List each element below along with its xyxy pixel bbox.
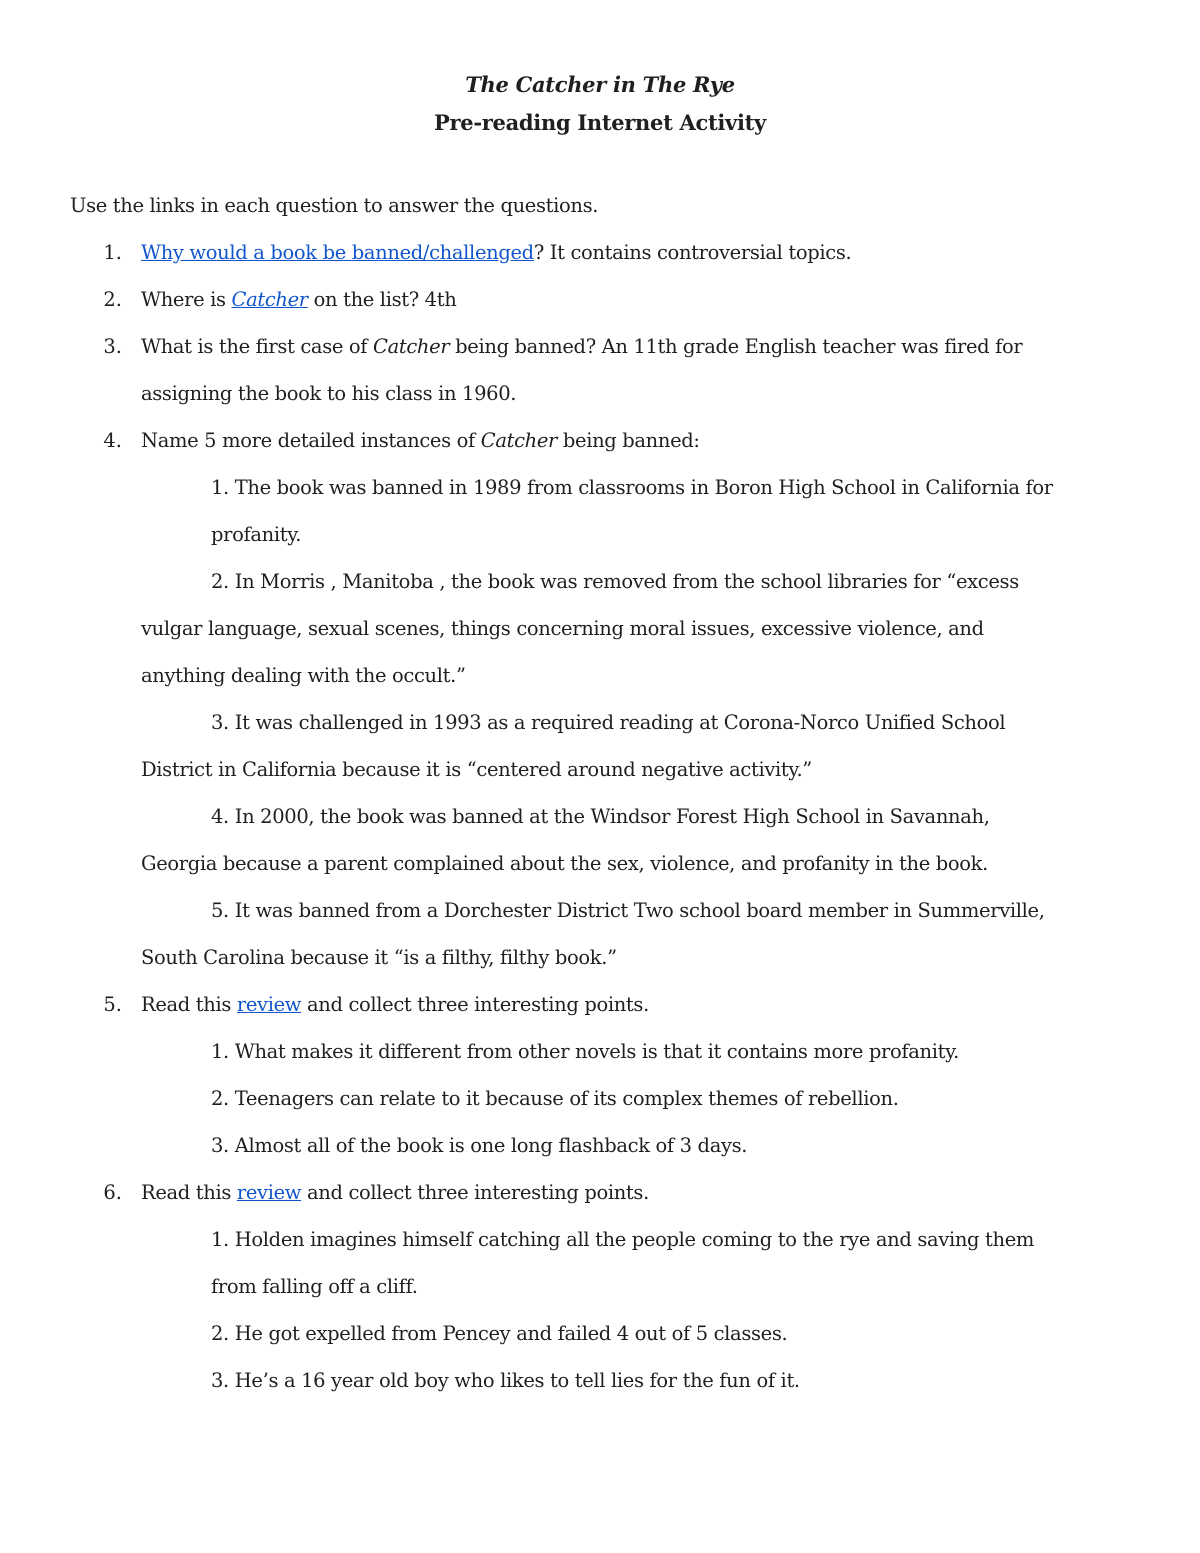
- q4-answer-4-cont: Georgia because a parent complained about the sex, violence, and profanity in the book.: [141, 852, 988, 875]
- q5-answer-3: 3. Almost all of the book is one long flashback of 3 days.: [211, 1134, 748, 1157]
- q4-answer-3-cont: District in California because it is “centered around negative activity.”: [141, 758, 812, 781]
- q3-number: 3.: [103, 335, 122, 358]
- q4-number: 4.: [103, 429, 122, 452]
- q5-text: Read this: [141, 993, 237, 1016]
- document-title: The Catcher in The Rye: [465, 72, 735, 97]
- q2-link[interactable]: Catcher: [231, 288, 308, 311]
- q4-answer-1: 1. The book was banned in 1989 from classrooms in Boron High School in California for: [211, 476, 1053, 499]
- q6-review-link[interactable]: review: [236, 1181, 302, 1204]
- q4-answer-5-cont: South Carolina because it “is a filthy, filthy book.”: [141, 946, 617, 969]
- q2-number: 2.: [103, 288, 122, 311]
- q1-line: [141, 241, 851, 264]
- q4-answer-4: 4. In 2000, the book was banned at the Windsor Forest High School in Savannah,: [211, 805, 990, 828]
- q4-answer-2-cont: vulgar language, sexual scenes, things concerning moral issues, excessive violence, and: [141, 617, 984, 640]
- q6-answer-1-cont: from falling off a cliff.: [211, 1275, 418, 1298]
- q4-answer-1-cont: profanity.: [211, 523, 302, 546]
- q1-number: 1.: [103, 241, 122, 264]
- q4-answer-2-cont2: anything dealing with the occult.”: [141, 664, 466, 687]
- q2-line: [141, 288, 456, 311]
- q3-answer: being banned? An 11th grade English teacher was fired for: [449, 335, 1023, 358]
- q5-number: 5.: [103, 993, 122, 1016]
- q5-answer-2: 2. Teenagers can relate to it because of its complex themes of rebellion.: [211, 1087, 899, 1110]
- q6-number: 6.: [103, 1181, 122, 1204]
- q2-answer: on the list? 4th: [307, 288, 457, 311]
- q3-line-2: assigning the book to his class in 1960.: [141, 382, 517, 405]
- q2-text: Where is: [141, 288, 232, 311]
- q4-text: Name 5 more detailed instances of: [141, 429, 481, 452]
- q3-line: [141, 335, 1022, 358]
- q1-link[interactable]: Why would a book be banned/challenged: [141, 241, 534, 264]
- q4-line: [141, 429, 700, 452]
- q1-answer: ? It contains controversial topics.: [533, 241, 852, 264]
- q3-text: What is the first case of: [141, 335, 374, 358]
- document-subtitle: Pre-reading Internet Activity: [434, 110, 766, 135]
- q5-review-link[interactable]: review: [236, 993, 302, 1016]
- q5-answer-1: 1. What makes it different from other novels is that it contains more profanity.: [211, 1040, 960, 1063]
- q4-answer-2: 2. In Morris , Manitoba , the book was removed from the school libraries for “excess: [211, 570, 1019, 593]
- q6-text: Read this: [141, 1181, 237, 1204]
- q4-italic: Catcher: [480, 429, 558, 452]
- q4-answer-5: 5. It was banned from a Dorchester District Two school board member in Summerville,: [211, 899, 1045, 922]
- q6-answer-3: 3. He’s a 16 year old boy who likes to tell lies for the fun of it.: [211, 1369, 800, 1392]
- q6-answer-1: 1. Holden imagines himself catching all the people coming to the rye and saving them: [211, 1228, 1035, 1251]
- q6-line: [141, 1181, 649, 1204]
- q3-italic: Catcher: [373, 335, 450, 358]
- q4-answer-3: 3. It was challenged in 1993 as a required reading at Corona-Norco Unified School: [211, 711, 1006, 734]
- q6-answer-2: 2. He got expelled from Pencey and failed 4 out of 5 classes.: [211, 1322, 788, 1345]
- q5-line: [141, 993, 649, 1016]
- q5-text-end: and collect three interesting points.: [301, 993, 649, 1016]
- q6-text-end: and collect three interesting points.: [301, 1181, 649, 1204]
- q4-text-end: being banned:: [557, 429, 700, 452]
- instructions: Use the links in each question to answer the questions.: [70, 194, 599, 217]
